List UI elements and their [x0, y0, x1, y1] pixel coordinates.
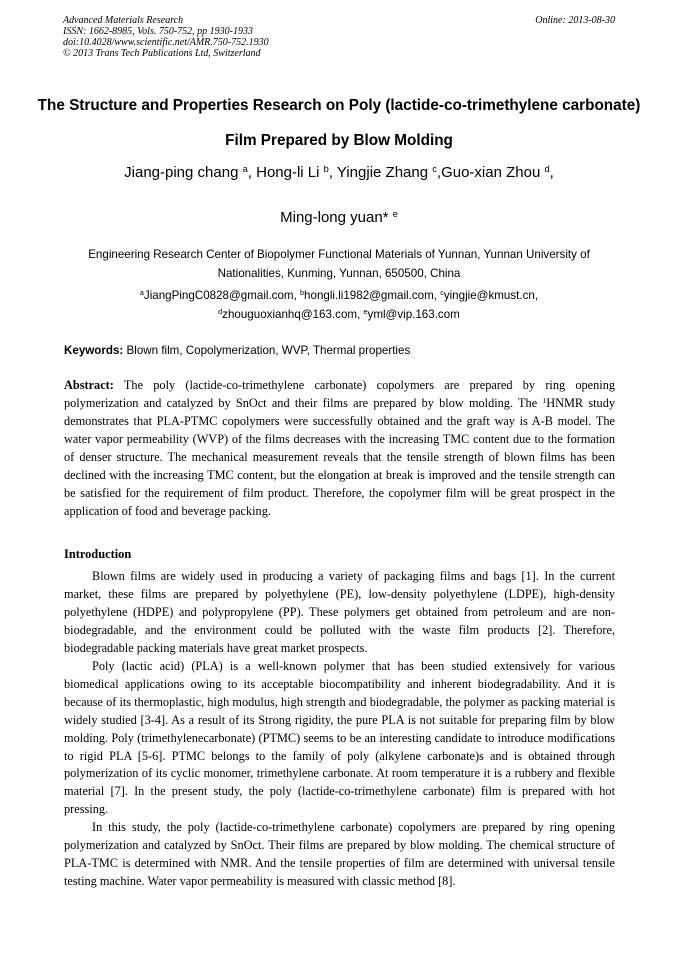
journal-header — [63, 15, 615, 59]
email-mark: b — [300, 288, 305, 298]
author-affil-mark: e — [392, 208, 398, 219]
email-mark: c — [440, 288, 444, 298]
copyright-line: © 2013 Trans Tech Publications Ltd, Switzerland — [63, 48, 261, 59]
introduction-body — [64, 568, 615, 891]
author-name: Ming-long yuan* — [280, 209, 389, 226]
author-separator: , — [247, 164, 257, 181]
author-affil-mark: a — [242, 163, 248, 174]
section-heading-introduction: Introduction — [64, 547, 132, 561]
keywords — [64, 342, 616, 360]
email-mark: a — [139, 288, 144, 298]
keywords-text: Blown film, Copolymerization, WVP, Thermal properties — [126, 344, 411, 357]
doi-line: doi:10.4028/www.scientific.net/AMR.750-752.1930 — [63, 37, 269, 48]
author-affil-mark: b — [323, 163, 329, 174]
abstract-label: Abstract: — [64, 378, 114, 392]
paper-title: The Structure and Properties Research on Poly (lactide-co-trimethylene carbonate) Film Prepared by Blow Molding — [37, 97, 641, 149]
author-separator: , — [328, 164, 337, 181]
email-mark: e — [363, 307, 368, 317]
body-paragraph: Blown films are widely used in producing a variety of packaging films and bags [1]. In the current market, these films are prepared by polyethylene (PE), low-density polyethylene (LDPE), high-density polyethylene (HDPE) and polypropylene (PP). These polymers get obtained from petroleum and are non-biodegradable, and the environment could be polluted with the waste film products [2]. Therefore, biodegradable packing materials have great market prospects. — [64, 569, 615, 655]
isotope-superscript: 1 — [542, 395, 547, 405]
email-address: hongli.li1982@gmail.com — [304, 289, 434, 302]
author-separator: , — [549, 164, 554, 181]
journal-name: Advanced Materials Research — [63, 15, 184, 26]
keywords-label: Keywords: — [64, 344, 124, 357]
author-name: Hong-li Li — [256, 164, 320, 181]
email-address: zhouguoxianhq@163.com — [222, 308, 358, 321]
author-affil-mark: c — [432, 163, 437, 174]
email-address: yingjie@kmust.cn — [443, 289, 535, 302]
abstract-text: The poly (lactide-co-trimethylene carbonate) copolymers are prepared by ring opening polymerization and catalyzed by SnOct and their films are prepared by blow molding. The — [64, 378, 616, 410]
author-name: Guo-xian Zhou — [441, 164, 541, 181]
body-paragraph: Poly (lactic acid) (PLA) is a well-known polymer that has been studied extensively for various biomedical applications owing to its acceptable biocompatibility and inherent biodegradability. And it is because of its thermoplastic, high modulus, high strength and biodegradable, the polymer as packing material is widely studied [3-4]. As a result of its Strong rigidity, the pure PLA is not suitable for preparing film by blow molding. Poly (trimethylenecarbonate) (PTMC) seems to be an interesting candidate to introduce modifications to rigid PLA [5-6]. PTMC belongs to the family of poly (alkylene carbonate)s and is obtained through polymerization of its cyclic monomer, trimethylene carbonate. At room temperature it is a rubbery and flexible material [7]. In the present study, the poly (lactide-co-trimethylene carbonate) film is prepared with hot pressing. — [64, 658, 615, 817]
authors-line-2 — [0, 208, 678, 228]
body-paragraph: In this study, the poly (lactide-co-trimethylene carbonate) copolymers are prepared by ring opening polymerization and catalyzed by SnOct. Their films are prepared by blow molding. The chemical structure of PLA-TMC is determined with NMR. And the tensile properties of film are determined with universal tensile testing machine. Water vapor permeability is measured with classic method [8]. — [64, 820, 615, 889]
online-date: Online: 2013-08-30 — [535, 15, 615, 26]
issn-line: ISSN: 1662-8985, Vols. 750-752, pp 1930-1933 — [63, 26, 253, 37]
abstract-text: HNMR study demonstrates that PLA-PTMC copolymers were successfully obtained and the graft way is A-B model. The water vapor permeability (WVP) of the films decreases with the increasing TMC content due to the formation of denser structure. The mechanical measurement reveals that the tensile strength of blown films has been declined with the increasing TMC content, but the elongation at break is improved and the tensile strength can be satisfied for the requirement of film product. Therefore, the copolymer film will be great prospect in the application of food and beverage packing. — [64, 395, 615, 518]
author-name: Yingjie Zhang — [336, 164, 429, 181]
abstract-paragraph — [64, 377, 615, 521]
email-address: yml@vip.163.com — [367, 308, 460, 321]
abstract — [64, 377, 615, 521]
affiliation: Engineering Research Center of Biopolymer Functional Materials of Yunnan, Yunnan University of Nationalities, Kunming, Yunnan, 650500, China — [88, 248, 590, 280]
authors-line-1 — [0, 163, 678, 183]
email-mark: d — [218, 307, 223, 317]
author-name: Jiang-ping chang — [124, 164, 239, 181]
author-emails: $^a$JiangPingC0828@gmail.com, $^b$hongli.li1982@gmail.com, $^c$yingjie@kmust.cn, $^d$zhouguoxianhq@163.com, $^e$yml@vip.163.com — [139, 288, 539, 321]
email-address: JiangPingC0828@gmail.com — [143, 289, 294, 302]
author-separator: , — [436, 164, 442, 181]
author-affil-mark: d — [544, 163, 550, 174]
